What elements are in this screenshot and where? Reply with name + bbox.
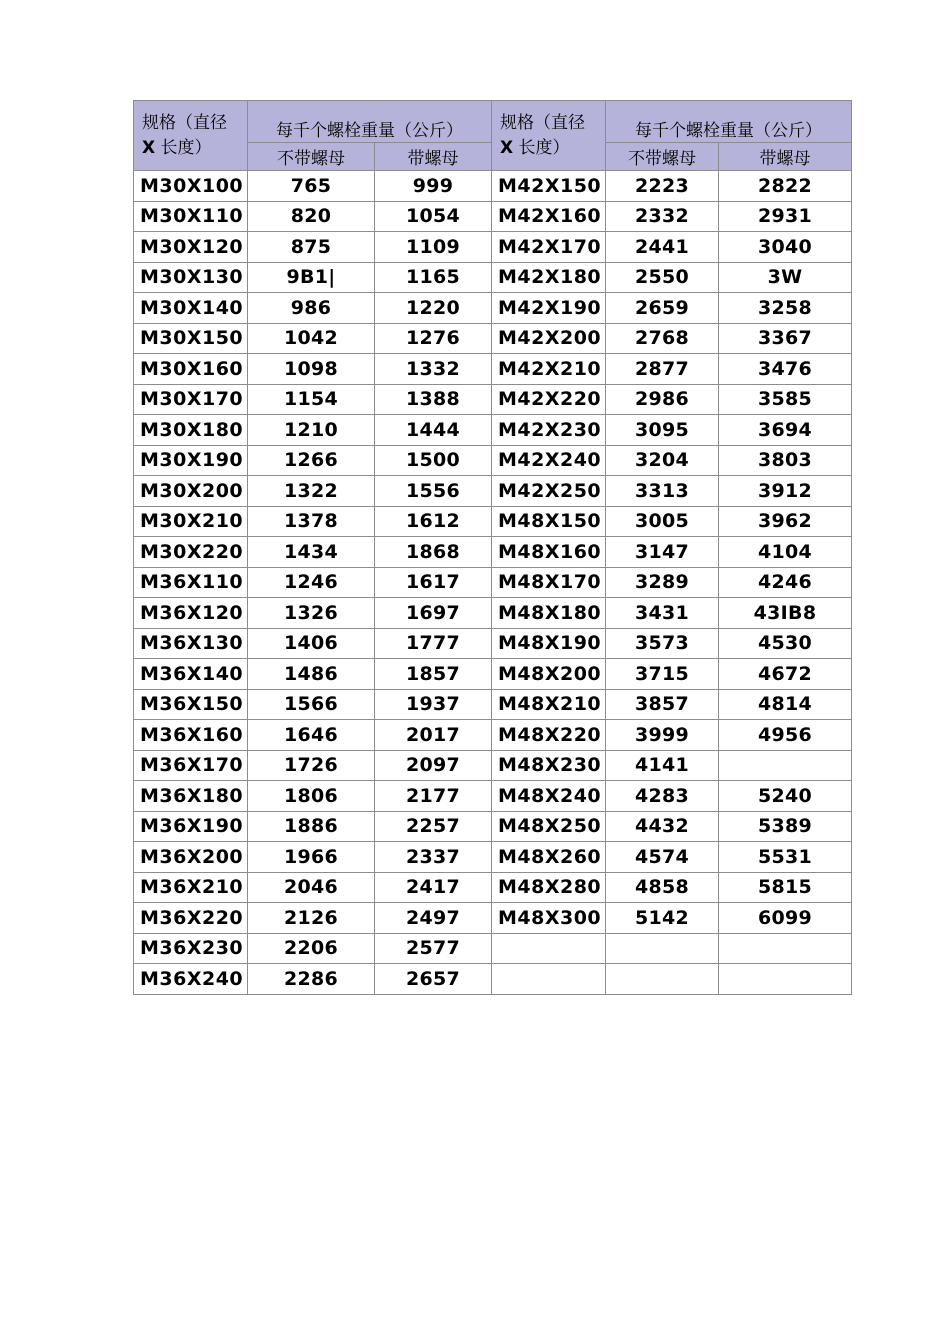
table-row [134,537,852,568]
cell-spec-left: M30X210 [134,506,248,537]
spec-header-left [134,101,248,171]
cell-spec-right: M42X220 [492,384,606,415]
cell-spec-left: M30X100 [134,171,248,202]
cell-spec-left: M30X140 [134,293,248,324]
cell-weight-with-nut-left: 1276 [375,323,492,354]
cell-weight-no-nut-left: 1326 [248,598,375,629]
table-row [134,262,852,293]
cell-weight-with-nut-right: 3367 [719,323,852,354]
cell-weight-no-nut-right: 2877 [606,354,719,385]
cell-spec-right: M48X230 [492,750,606,781]
cell-weight-with-nut-left: 1220 [375,293,492,324]
table-row [134,171,852,202]
cell-spec-left: M30X220 [134,537,248,568]
cell-weight-with-nut-left: 1777 [375,628,492,659]
cell-weight-with-nut-right: 4104 [719,537,852,568]
table-row [134,323,852,354]
cell-weight-no-nut-right: 4141 [606,750,719,781]
cell-weight-with-nut-right: 2931 [719,201,852,232]
cell-weight-with-nut-right: 3W [719,262,852,293]
cell-spec-left: M36X230 [134,933,248,964]
cell-spec-right: M42X200 [492,323,606,354]
cell-spec-left: M36X150 [134,689,248,720]
cell-spec-left: M36X200 [134,842,248,873]
cell-weight-no-nut-right: 4858 [606,872,719,903]
cell-weight-no-nut-left: 1966 [248,842,375,873]
cell-spec-right: M48X210 [492,689,606,720]
cell-spec-left: M36X160 [134,720,248,751]
cell-spec-right: M48X160 [492,537,606,568]
cell-spec-left: M36X210 [134,872,248,903]
cell-weight-no-nut-left: 1646 [248,720,375,751]
table-row [134,750,852,781]
cell-weight-with-nut-left: 2497 [375,903,492,934]
cell-weight-with-nut-left: 2017 [375,720,492,751]
cell-spec-right: M48X250 [492,811,606,842]
cell-weight-with-nut-left: 1857 [375,659,492,690]
cell-spec-left: M30X110 [134,201,248,232]
cell-spec-left: M36X130 [134,628,248,659]
cell-weight-no-nut-right: 3999 [606,720,719,751]
cell-spec-left: M30X130 [134,262,248,293]
cell-weight-with-nut-right: 3694 [719,415,852,446]
cell-weight-with-nut-left: 1332 [375,354,492,385]
cell-weight-with-nut-right: 3912 [719,476,852,507]
cell-weight-with-nut-left: 1556 [375,476,492,507]
cell-spec-left: M36X220 [134,903,248,934]
cell-weight-with-nut-right: 5815 [719,872,852,903]
cell-weight-no-nut-right [606,933,719,964]
cell-spec-right: M42X160 [492,201,606,232]
table-row [134,232,852,263]
column-header-no-nut: 不带螺母 [606,143,719,171]
cell-weight-no-nut-right: 3313 [606,476,719,507]
cell-weight-no-nut-left: 1098 [248,354,375,385]
cell-weight-no-nut-right: 3095 [606,415,719,446]
cell-weight-no-nut-right: 2441 [606,232,719,263]
cell-spec-left: M36X180 [134,781,248,812]
cell-weight-with-nut-left: 1612 [375,506,492,537]
column-header-with-nut: 带螺母 [719,143,852,171]
cell-weight-with-nut-right: 4672 [719,659,852,690]
cell-weight-with-nut-left: 2657 [375,964,492,995]
cell-spec-right: M42X230 [492,415,606,446]
cell-weight-no-nut-right: 4283 [606,781,719,812]
cell-weight-no-nut-right: 2986 [606,384,719,415]
cell-weight-with-nut-right [719,964,852,995]
table-row [134,445,852,476]
table-row [134,842,852,873]
cell-weight-no-nut-left: 1210 [248,415,375,446]
spec-header-line1: 规格（直径 [142,112,227,133]
cell-weight-with-nut-left: 999 [375,171,492,202]
column-header-no-nut: 不带螺母 [248,143,375,171]
table-row [134,872,852,903]
spec-header-line2: 长度） [518,137,570,158]
spec-header-x: X [142,137,156,158]
cell-weight-no-nut-left: 2286 [248,964,375,995]
cell-spec-left: M36X110 [134,567,248,598]
cell-weight-with-nut-right [719,933,852,964]
spec-header-x: X [500,137,514,158]
cell-spec-left: M30X160 [134,354,248,385]
cell-spec-right: M48X240 [492,781,606,812]
table-row [134,354,852,385]
cell-weight-with-nut-left: 2257 [375,811,492,842]
table-row [134,201,852,232]
cell-spec-left: M30X190 [134,445,248,476]
cell-spec-right: M42X170 [492,232,606,263]
cell-weight-no-nut-left: 2046 [248,872,375,903]
spec-header-line1: 规格（直径 [500,112,585,133]
cell-weight-with-nut-right: 3585 [719,384,852,415]
cell-spec-right: M48X170 [492,567,606,598]
cell-weight-no-nut-right: 3857 [606,689,719,720]
cell-spec-left: M36X240 [134,964,248,995]
cell-weight-no-nut-right: 2768 [606,323,719,354]
cell-weight-with-nut-right: 4246 [719,567,852,598]
cell-weight-no-nut-right: 2550 [606,262,719,293]
cell-weight-no-nut-left: 1726 [248,750,375,781]
cell-weight-with-nut-left: 2577 [375,933,492,964]
cell-weight-with-nut-left: 2097 [375,750,492,781]
spec-header-right [492,101,606,171]
weight-group-header-left: 每千个螺栓重量（公斤） [248,101,492,143]
table-row [134,506,852,537]
table-row [134,598,852,629]
cell-spec-right: M48X180 [492,598,606,629]
cell-weight-no-nut-left: 765 [248,171,375,202]
cell-weight-no-nut-right [606,964,719,995]
cell-spec-left: M36X120 [134,598,248,629]
cell-weight-with-nut-right: 3962 [719,506,852,537]
cell-weight-no-nut-left: 986 [248,293,375,324]
cell-weight-with-nut-right: 5389 [719,811,852,842]
cell-weight-no-nut-right: 3289 [606,567,719,598]
cell-weight-no-nut-left: 1042 [248,323,375,354]
cell-weight-no-nut-left: 1246 [248,567,375,598]
cell-weight-no-nut-right: 5142 [606,903,719,934]
cell-weight-no-nut-left: 875 [248,232,375,263]
cell-weight-with-nut-right [719,750,852,781]
cell-spec-left: M30X200 [134,476,248,507]
cell-weight-no-nut-right: 3204 [606,445,719,476]
cell-weight-with-nut-left: 2337 [375,842,492,873]
cell-weight-no-nut-right: 2223 [606,171,719,202]
cell-spec-left: M30X180 [134,415,248,446]
cell-weight-no-nut-left: 2126 [248,903,375,934]
column-header-with-nut: 带螺母 [375,143,492,171]
cell-weight-with-nut-left: 1868 [375,537,492,568]
table-row [134,384,852,415]
cell-weight-no-nut-right: 2659 [606,293,719,324]
cell-weight-with-nut-left: 1165 [375,262,492,293]
cell-weight-no-nut-right: 3147 [606,537,719,568]
cell-weight-no-nut-left: 2206 [248,933,375,964]
cell-weight-with-nut-right: 6099 [719,903,852,934]
cell-spec-left: M30X150 [134,323,248,354]
cell-spec-right: M42X150 [492,171,606,202]
cell-weight-with-nut-right: 43IB8 [719,598,852,629]
cell-weight-with-nut-right: 4814 [719,689,852,720]
cell-spec-right: M48X220 [492,720,606,751]
cell-spec-right: M48X200 [492,659,606,690]
cell-spec-right: M42X210 [492,354,606,385]
cell-weight-no-nut-left: 1266 [248,445,375,476]
cell-spec-right [492,933,606,964]
cell-weight-with-nut-right: 3258 [719,293,852,324]
cell-weight-no-nut-right: 3005 [606,506,719,537]
cell-spec-left: M36X190 [134,811,248,842]
cell-weight-with-nut-right: 2822 [719,171,852,202]
spec-header-line2: 长度） [160,137,212,158]
table-row [134,933,852,964]
table-row [134,476,852,507]
cell-spec-right: M48X150 [492,506,606,537]
cell-weight-no-nut-left: 1322 [248,476,375,507]
cell-weight-with-nut-left: 1388 [375,384,492,415]
cell-weight-with-nut-left: 1937 [375,689,492,720]
cell-weight-no-nut-left: 1378 [248,506,375,537]
cell-weight-no-nut-left: 820 [248,201,375,232]
cell-weight-no-nut-left: 1566 [248,689,375,720]
cell-spec-right: M42X190 [492,293,606,324]
cell-weight-no-nut-left: 1486 [248,659,375,690]
cell-weight-with-nut-left: 1697 [375,598,492,629]
table-row [134,628,852,659]
cell-weight-with-nut-left: 1500 [375,445,492,476]
cell-weight-no-nut-left: 1154 [248,384,375,415]
cell-weight-no-nut-right: 4574 [606,842,719,873]
cell-spec-left: M30X170 [134,384,248,415]
cell-weight-no-nut-right: 3431 [606,598,719,629]
cell-weight-with-nut-left: 1444 [375,415,492,446]
cell-spec-right [492,964,606,995]
table-row [134,903,852,934]
cell-weight-with-nut-right: 3476 [719,354,852,385]
table-row [134,811,852,842]
weight-group-header-right: 每千个螺栓重量（公斤） [606,101,852,143]
cell-weight-with-nut-right: 5240 [719,781,852,812]
table-row [134,720,852,751]
table-row [134,567,852,598]
table-row [134,689,852,720]
cell-weight-with-nut-right: 3803 [719,445,852,476]
cell-weight-with-nut-right: 5531 [719,842,852,873]
cell-weight-no-nut-left: 1434 [248,537,375,568]
bolt-weight-table [133,100,852,995]
cell-weight-no-nut-left: 9B1| [248,262,375,293]
cell-weight-no-nut-left: 1886 [248,811,375,842]
cell-weight-no-nut-left: 1406 [248,628,375,659]
cell-weight-no-nut-right: 2332 [606,201,719,232]
cell-weight-with-nut-left: 2177 [375,781,492,812]
cell-spec-right: M48X260 [492,842,606,873]
cell-spec-right: M48X300 [492,903,606,934]
cell-spec-right: M42X180 [492,262,606,293]
cell-weight-with-nut-left: 1054 [375,201,492,232]
cell-spec-right: M42X250 [492,476,606,507]
cell-spec-left: M30X120 [134,232,248,263]
table-row [134,781,852,812]
cell-spec-right: M42X240 [492,445,606,476]
cell-weight-with-nut-left: 2417 [375,872,492,903]
table-row [134,415,852,446]
cell-spec-right: M48X280 [492,872,606,903]
cell-weight-no-nut-right: 4432 [606,811,719,842]
cell-weight-no-nut-right: 3715 [606,659,719,690]
cell-spec-left: M36X170 [134,750,248,781]
table-body [134,171,852,995]
cell-weight-with-nut-left: 1109 [375,232,492,263]
cell-spec-left: M36X140 [134,659,248,690]
cell-spec-right: M48X190 [492,628,606,659]
table-row [134,659,852,690]
table-row [134,293,852,324]
cell-weight-with-nut-left: 1617 [375,567,492,598]
cell-weight-with-nut-right: 4530 [719,628,852,659]
cell-weight-no-nut-right: 3573 [606,628,719,659]
cell-weight-with-nut-right: 3040 [719,232,852,263]
table-row [134,964,852,995]
cell-weight-no-nut-left: 1806 [248,781,375,812]
cell-weight-with-nut-right: 4956 [719,720,852,751]
